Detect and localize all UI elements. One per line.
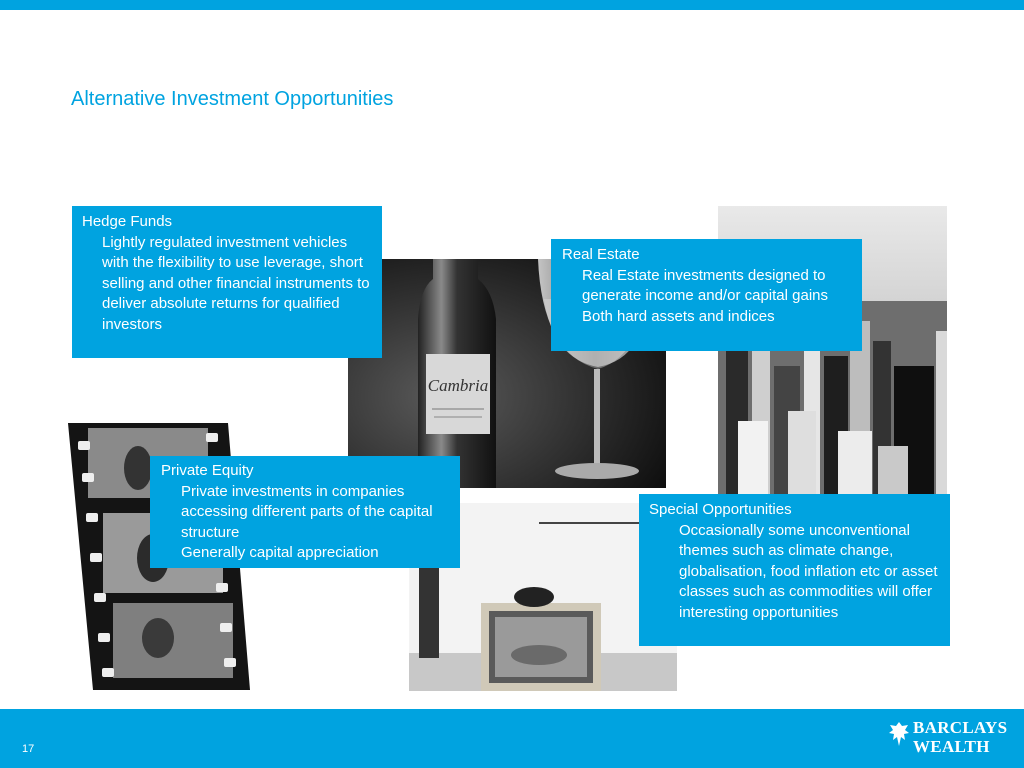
private-equity-box	[150, 456, 460, 568]
real-estate-point: Real Estate investments designed to generate income and/or capital gains	[582, 266, 828, 304]
real-estate-point: Both hard assets and indices	[582, 307, 775, 325]
logo-text	[913, 718, 1007, 756]
special-opportunities-points	[649, 521, 944, 624]
hedge-funds-points	[82, 233, 374, 336]
hedge-funds-point: Lightly regulated investment vehicles with the flexibility to use leverage, short selling and other financial instruments to deliver absolute returns for qualified investors	[102, 233, 370, 333]
footer-bar	[0, 709, 1024, 768]
wine-label-text: Cambria	[427, 376, 489, 395]
top-accent-bar	[0, 0, 1024, 10]
special-opportunities-point: Occasionally some unconventional themes such as climate change, globalisation, food inflation etc or asset classes such as commodities will offer interesting opportunities	[679, 521, 938, 621]
private-equity-point: Private investments in companies accessing different parts of the capital structure	[181, 482, 433, 541]
barclays-wealth-logo	[888, 717, 1012, 761]
private-equity-points	[161, 482, 454, 564]
logo-line-1: BARCLAYS	[913, 718, 1008, 737]
page-number: 17	[22, 743, 35, 755]
slide-title: Alternative Investment Opportunities	[71, 88, 394, 110]
special-opportunities-box	[639, 494, 950, 646]
real-estate-box	[551, 239, 862, 351]
real-estate-points	[562, 266, 854, 328]
real-estate-title: Real Estate	[562, 246, 640, 263]
eagle-icon	[888, 721, 910, 747]
hedge-funds-title: Hedge Funds	[82, 213, 173, 230]
logo-line-2: WEALTH	[913, 737, 990, 756]
special-opportunities-title: Special Opportunities	[649, 501, 792, 518]
private-equity-title: Private Equity	[161, 462, 254, 479]
hedge-funds-box	[72, 206, 382, 358]
private-equity-point: Generally capital appreciation	[181, 544, 379, 561]
